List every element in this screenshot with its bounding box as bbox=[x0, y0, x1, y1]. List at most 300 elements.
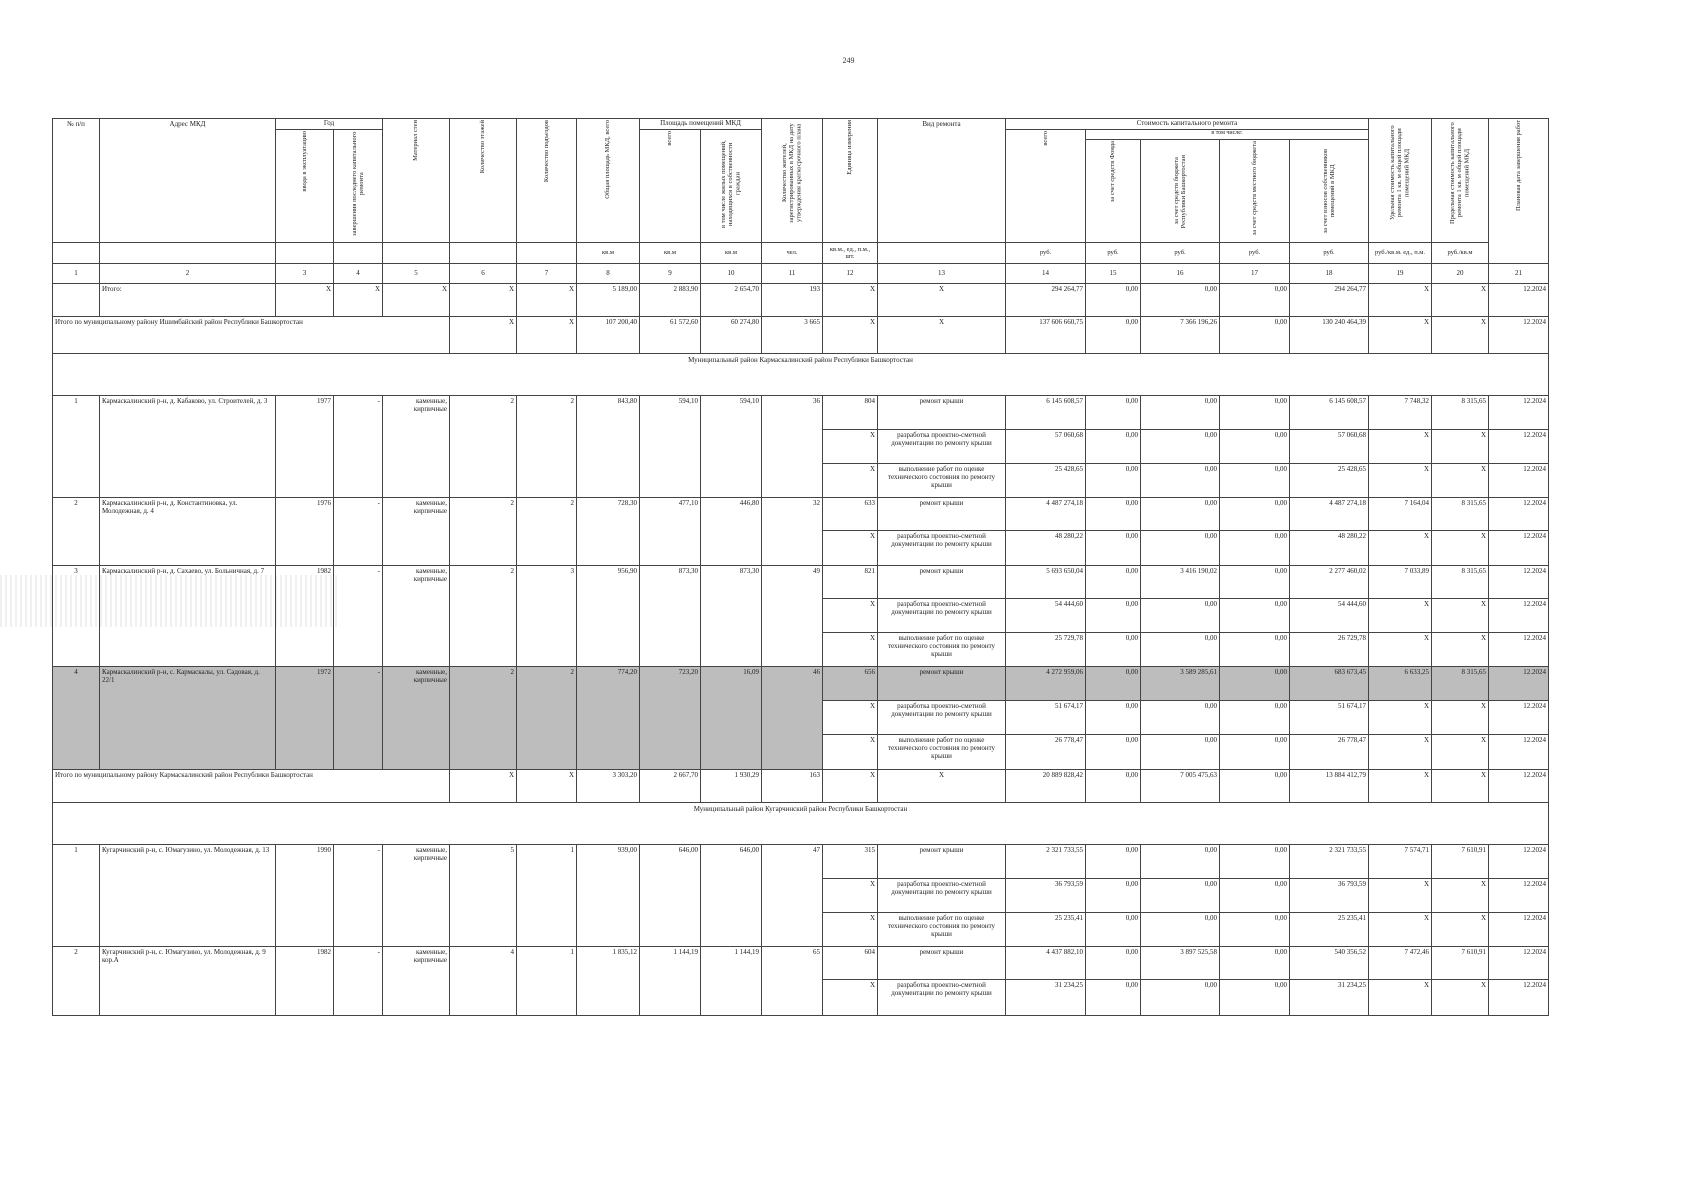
x-mark: X bbox=[823, 735, 878, 770]
x-mark: X bbox=[1369, 599, 1432, 633]
cost-c15: 0,00 bbox=[1086, 701, 1141, 735]
x-mark: X bbox=[823, 531, 878, 566]
x-mark: X bbox=[450, 770, 517, 803]
cost-c16: 0,00 bbox=[1141, 464, 1220, 498]
total-area: 774,20 bbox=[577, 667, 640, 770]
unit-col17: руб. bbox=[1220, 243, 1290, 264]
entrances: 1 bbox=[517, 845, 577, 947]
unit-col19: руб./кв.м. ед., п.м. bbox=[1369, 243, 1432, 264]
building-address: Кугарчинский р-н, с. Юмагузино, ул. Молодежная, д. 13 bbox=[100, 845, 276, 947]
column-number: 7 bbox=[517, 264, 577, 284]
x-mark: X bbox=[1432, 913, 1489, 947]
planned-date: 12.2024 bbox=[1489, 464, 1549, 498]
unit-col18: руб. bbox=[1290, 243, 1369, 264]
repair-type: разработка проектно-сметной документации по ремонту крыши bbox=[878, 531, 1006, 566]
cost-c18: 25 235,41 bbox=[1290, 913, 1369, 947]
cost-c18: 36 793,59 bbox=[1290, 879, 1369, 913]
total-label: Итого: bbox=[100, 284, 276, 317]
cost-c16: 0,00 bbox=[1141, 396, 1220, 430]
hdr-local-budget: за счет средств местного бюджета bbox=[1220, 139, 1290, 242]
cost-c18: 26 729,78 bbox=[1290, 633, 1369, 667]
wall-material: каменные, кирпичные bbox=[383, 566, 450, 667]
cost-c15: 0,00 bbox=[1086, 879, 1141, 913]
floors: 2 bbox=[450, 396, 517, 498]
x-mark: X bbox=[1369, 735, 1432, 770]
unit-col16: руб. bbox=[1141, 243, 1220, 264]
table-row bbox=[53, 317, 1549, 354]
repair-type: ремонт крыши bbox=[878, 396, 1006, 430]
x-mark: X bbox=[1432, 284, 1489, 317]
planned-date: 12.2024 bbox=[1489, 947, 1549, 980]
x-mark: X bbox=[1432, 531, 1489, 566]
table-cell bbox=[53, 284, 100, 317]
cost-c14: 51 674,17 bbox=[1006, 701, 1086, 735]
planned-date: 12.2024 bbox=[1489, 879, 1549, 913]
cost-c17: 0,00 bbox=[1220, 701, 1290, 735]
x-mark: X bbox=[1369, 879, 1432, 913]
cost-c16: 0,00 bbox=[1141, 430, 1220, 464]
x-mark: X bbox=[517, 770, 577, 803]
cost-c18: 48 280,22 bbox=[1290, 531, 1369, 566]
repair-type: разработка проектно-сметной документации по ремонту крыши bbox=[878, 980, 1006, 1016]
commission-year: 1982 bbox=[276, 566, 334, 667]
row-number: 3 bbox=[53, 566, 100, 667]
hdr-last-repair-year: завершения последнего капитального ремонта bbox=[334, 130, 383, 243]
building-address: Кармаскалинский р-н, д. Сахаево, ул. Больничная, д. 7 bbox=[100, 566, 276, 667]
row-number: 1 bbox=[53, 396, 100, 498]
hdr-premises-area: Площадь помещений МКД bbox=[640, 119, 762, 130]
value-c18: 294 264,77 bbox=[1290, 284, 1369, 317]
cost-c14: 26 778,47 bbox=[1006, 735, 1086, 770]
table-row bbox=[53, 284, 1549, 317]
section-title: Муниципальный район Кугарчинский район Республики Башкортостан bbox=[53, 803, 1549, 845]
wall-material: каменные, кирпичные bbox=[383, 498, 450, 566]
cost-c17: 0,00 bbox=[1220, 879, 1290, 913]
repair-type: разработка проектно-сметной документации по ремонту крыши bbox=[878, 599, 1006, 633]
max-cost: 7 610,91 bbox=[1432, 947, 1489, 980]
value-c14: 20 889 828,42 bbox=[1006, 770, 1086, 803]
unit-cost: 6 633,25 bbox=[1369, 667, 1432, 701]
cost-c17: 0,00 bbox=[1220, 430, 1290, 464]
x-mark: X bbox=[823, 633, 878, 667]
residents: 32 bbox=[762, 498, 823, 566]
entrances: 2 bbox=[517, 498, 577, 566]
building-address: Кармаскалинский р-н, с. Кармаскалы, ул. Садовая, д. 22/1 bbox=[100, 667, 276, 770]
cost-c16: 3 416 190,02 bbox=[1141, 566, 1220, 599]
value-c8: 5 189,00 bbox=[577, 284, 640, 317]
cost-c17: 0,00 bbox=[1220, 735, 1290, 770]
owned-area: 646,00 bbox=[701, 845, 762, 947]
cost-c14: 25 235,41 bbox=[1006, 913, 1086, 947]
building-address: Кармаскалинский р-н, д. Кабаково, ул. Строителей, д. 3 bbox=[100, 396, 276, 498]
total-area: 728,30 bbox=[577, 498, 640, 566]
cost-c18: 57 060,68 bbox=[1290, 430, 1369, 464]
cost-c17: 0,00 bbox=[1220, 633, 1290, 667]
hdr-unit: Единица измерения bbox=[823, 119, 878, 243]
wall-material: каменные, кирпичные bbox=[383, 845, 450, 947]
cost-c18: 2 321 733,55 bbox=[1290, 845, 1369, 879]
value-c16: 7 005 475,63 bbox=[1141, 770, 1220, 803]
x-mark: X bbox=[1432, 980, 1489, 1016]
x-mark: X bbox=[450, 284, 517, 317]
x-mark: X bbox=[823, 284, 878, 317]
unit-col15: руб. bbox=[1086, 243, 1141, 264]
x-mark: X bbox=[823, 430, 878, 464]
cost-c15: 0,00 bbox=[1086, 845, 1141, 879]
cost-c15: 0,00 bbox=[1086, 947, 1141, 980]
residents: 36 bbox=[762, 396, 823, 498]
x-mark: X bbox=[1432, 770, 1489, 803]
planned-date: 12.2024 bbox=[1489, 980, 1549, 1016]
entrances: 3 bbox=[517, 566, 577, 667]
value-c15: 0,00 bbox=[1086, 284, 1141, 317]
cost-c15: 0,00 bbox=[1086, 980, 1141, 1016]
value-c10: 60 274,80 bbox=[701, 317, 762, 354]
column-number: 21 bbox=[1489, 264, 1549, 284]
residents: 47 bbox=[762, 845, 823, 947]
wall-material: каменные, кирпичные bbox=[383, 947, 450, 1016]
max-cost: 8 315,65 bbox=[1432, 667, 1489, 701]
x-mark: X bbox=[1432, 464, 1489, 498]
cost-c17: 0,00 bbox=[1220, 531, 1290, 566]
building-address: Кугарчинский р-н, с. Юмагузино, ул. Молодежная, д. 9 кор.А bbox=[100, 947, 276, 1016]
x-mark: X bbox=[823, 317, 878, 354]
planned-date: 12.2024 bbox=[1489, 396, 1549, 430]
unit-cost: 7 033,89 bbox=[1369, 566, 1432, 599]
cost-c14: 25 729,78 bbox=[1006, 633, 1086, 667]
table-row bbox=[53, 770, 1549, 803]
unit-cost: 7 164,04 bbox=[1369, 498, 1432, 531]
last-repair: - bbox=[334, 566, 383, 667]
building-address: Кармаскалинский р-н, д. Константиновка, ул. Молодежная, д. 4 bbox=[100, 498, 276, 566]
cost-c15: 0,00 bbox=[1086, 396, 1141, 430]
repair-type: ремонт крыши bbox=[878, 498, 1006, 531]
value-c10: 1 930,29 bbox=[701, 770, 762, 803]
column-number: 8 bbox=[577, 264, 640, 284]
repair-type: ремонт крыши bbox=[878, 667, 1006, 701]
premises-area: 594,10 bbox=[640, 396, 701, 498]
x-mark: X bbox=[1369, 464, 1432, 498]
cost-c16: 0,00 bbox=[1141, 531, 1220, 566]
repair-type: ремонт крыши bbox=[878, 566, 1006, 599]
column-number: 13 bbox=[878, 264, 1006, 284]
planned-date: 12.2024 bbox=[1489, 735, 1549, 770]
column-number: 3 bbox=[276, 264, 334, 284]
cost-c18: 31 234,25 bbox=[1290, 980, 1369, 1016]
hdr-floors: Количество этажей bbox=[450, 119, 517, 243]
x-mark: X bbox=[517, 317, 577, 354]
column-number: 11 bbox=[762, 264, 823, 284]
max-cost: 8 315,65 bbox=[1432, 566, 1489, 599]
x-mark: X bbox=[1432, 735, 1489, 770]
owned-area: 446,80 bbox=[701, 498, 762, 566]
x-mark: X bbox=[1369, 913, 1432, 947]
x-mark: X bbox=[450, 317, 517, 354]
floors: 2 bbox=[450, 566, 517, 667]
owned-area: 594,10 bbox=[701, 396, 762, 498]
value-c11: 3 665 bbox=[762, 317, 823, 354]
cost-c18: 6 145 608,57 bbox=[1290, 396, 1369, 430]
owned-area: 16,09 bbox=[701, 667, 762, 770]
repair-type: выполнение работ по оценке технического состояния по ремонту крыши bbox=[878, 913, 1006, 947]
planned-date: 12.2024 bbox=[1489, 284, 1549, 317]
commission-year: 1982 bbox=[276, 947, 334, 1016]
value-c17: 0,00 bbox=[1220, 317, 1290, 354]
value-c11: 163 bbox=[762, 770, 823, 803]
column-number: 17 bbox=[1220, 264, 1290, 284]
table-row bbox=[53, 498, 1549, 531]
unit-col10: кв.м bbox=[701, 243, 762, 264]
cost-c14: 25 428,65 bbox=[1006, 464, 1086, 498]
cost-c16: 0,00 bbox=[1141, 735, 1220, 770]
cost-c18: 2 277 460,02 bbox=[1290, 566, 1369, 599]
value-c18: 13 884 412,79 bbox=[1290, 770, 1369, 803]
cost-c17: 0,00 bbox=[1220, 396, 1290, 430]
x-mark: X bbox=[823, 913, 878, 947]
cost-c15: 0,00 bbox=[1086, 599, 1141, 633]
hdr-repair-cost: Стоимость капитального ремонта bbox=[1006, 119, 1369, 130]
planned-date: 12.2024 bbox=[1489, 566, 1549, 599]
x-mark: X bbox=[823, 701, 878, 735]
planned-date: 12.2024 bbox=[1489, 317, 1549, 354]
max-cost: 7 610,91 bbox=[1432, 845, 1489, 879]
floors: 2 bbox=[450, 667, 517, 770]
wall-material: каменные, кирпичные bbox=[383, 396, 450, 498]
value-c17: 0,00 bbox=[1220, 284, 1290, 317]
row-number: 4 bbox=[53, 667, 100, 770]
cost-c17: 0,00 bbox=[1220, 913, 1290, 947]
cost-c18: 683 673,45 bbox=[1290, 667, 1369, 701]
x-mark: X bbox=[878, 770, 1006, 803]
value-c15: 0,00 bbox=[1086, 770, 1141, 803]
cost-c15: 0,00 bbox=[1086, 633, 1141, 667]
hdr-planned-date: Плановая дата завершения работ bbox=[1489, 119, 1549, 264]
unit-col8: кв.м bbox=[577, 243, 640, 264]
unit-col9: кв.м bbox=[640, 243, 701, 264]
capital-repair-plan-table bbox=[52, 118, 1549, 1016]
total-area: 939,00 bbox=[577, 845, 640, 947]
commission-year: 1990 bbox=[276, 845, 334, 947]
commission-year: 1976 bbox=[276, 498, 334, 566]
repair-type: ремонт крыши bbox=[878, 845, 1006, 879]
cost-c17: 0,00 bbox=[1220, 947, 1290, 980]
x-mark: X bbox=[1369, 980, 1432, 1016]
unit-col12: кв.м., ед., п.м., шт. bbox=[823, 243, 878, 264]
value-c16: 7 366 196,26 bbox=[1141, 317, 1220, 354]
last-repair: - bbox=[334, 498, 383, 566]
floors: 2 bbox=[450, 498, 517, 566]
cost-c17: 0,00 bbox=[1220, 667, 1290, 701]
floors: 5 bbox=[450, 845, 517, 947]
row-number: 2 bbox=[53, 947, 100, 1016]
x-mark: X bbox=[1432, 430, 1489, 464]
table-row bbox=[53, 566, 1549, 599]
premises-area: 1 144,19 bbox=[640, 947, 701, 1016]
planned-date: 12.2024 bbox=[1489, 633, 1549, 667]
hdr-area-total: всего bbox=[640, 130, 701, 243]
value-c17: 0,00 bbox=[1220, 770, 1290, 803]
repair-type: выполнение работ по оценке технического состояния по ремонту крыши bbox=[878, 735, 1006, 770]
cost-c17: 0,00 bbox=[1220, 599, 1290, 633]
residents: 46 bbox=[762, 667, 823, 770]
floors: 4 bbox=[450, 947, 517, 1016]
cost-c15: 0,00 bbox=[1086, 667, 1141, 701]
hdr-area-owned: в том числе жилых помещений, находящихся в собственности граждан bbox=[701, 130, 762, 243]
value-c8: 107 200,40 bbox=[577, 317, 640, 354]
district-total-label: Итого по муниципальному району Кармаскалинский район Республики Башкортостан bbox=[53, 770, 450, 803]
premises-area: 477,10 bbox=[640, 498, 701, 566]
entrances: 2 bbox=[517, 396, 577, 498]
cost-c15: 0,00 bbox=[1086, 566, 1141, 599]
planned-date: 12.2024 bbox=[1489, 667, 1549, 701]
cost-c14: 4 437 882,10 bbox=[1006, 947, 1086, 980]
value-c11: 193 bbox=[762, 284, 823, 317]
x-mark: X bbox=[823, 770, 878, 803]
x-mark: X bbox=[823, 879, 878, 913]
unit-value: 804 bbox=[823, 396, 878, 430]
cost-c14: 31 234,25 bbox=[1006, 980, 1086, 1016]
column-number: 19 bbox=[1369, 264, 1432, 284]
planned-date: 12.2024 bbox=[1489, 498, 1549, 531]
column-number: 15 bbox=[1086, 264, 1141, 284]
commission-year: 1977 bbox=[276, 396, 334, 498]
hdr-owners: за счет взносов собственников помещений в МКД bbox=[1290, 139, 1369, 242]
x-mark: X bbox=[878, 284, 1006, 317]
column-number: 4 bbox=[334, 264, 383, 284]
hdr-entrances: Количество подъездов bbox=[517, 119, 577, 243]
x-mark: X bbox=[1369, 284, 1432, 317]
cost-c17: 0,00 bbox=[1220, 566, 1290, 599]
cost-c15: 0,00 bbox=[1086, 464, 1141, 498]
cost-c16: 0,00 bbox=[1141, 701, 1220, 735]
planned-date: 12.2024 bbox=[1489, 770, 1549, 803]
last-repair: - bbox=[334, 396, 383, 498]
cost-c18: 4 487 274,18 bbox=[1290, 498, 1369, 531]
hdr-total-area: Общая площадь МКД, всего bbox=[577, 119, 640, 243]
last-repair: - bbox=[334, 947, 383, 1016]
cost-c16: 0,00 bbox=[1141, 980, 1220, 1016]
section-title: Муниципальный район Кармаскалинский район Республики Башкортостан bbox=[53, 354, 1549, 396]
column-number: 10 bbox=[701, 264, 762, 284]
cost-c18: 26 778,47 bbox=[1290, 735, 1369, 770]
cost-c16: 0,00 bbox=[1141, 845, 1220, 879]
owned-area: 1 144,19 bbox=[701, 947, 762, 1016]
cost-c15: 0,00 bbox=[1086, 498, 1141, 531]
cost-c16: 3 897 525,58 bbox=[1141, 947, 1220, 980]
hdr-cost-total: всего bbox=[1006, 130, 1086, 243]
cost-c16: 0,00 bbox=[1141, 879, 1220, 913]
hdr-num: № п/п bbox=[53, 119, 100, 243]
column-number: 2 bbox=[100, 264, 276, 284]
x-mark: X bbox=[1369, 701, 1432, 735]
unit-col14: руб. bbox=[1006, 243, 1086, 264]
cost-c14: 57 060,68 bbox=[1006, 430, 1086, 464]
page-number: 249 bbox=[842, 56, 855, 65]
hdr-fund: за счет средств Фонда bbox=[1086, 139, 1141, 242]
residents: 49 bbox=[762, 566, 823, 667]
x-mark: X bbox=[383, 284, 450, 317]
x-mark: X bbox=[1432, 633, 1489, 667]
unit-cost: 7 472,46 bbox=[1369, 947, 1432, 980]
cost-c18: 25 428,65 bbox=[1290, 464, 1369, 498]
unit-value: 656 bbox=[823, 667, 878, 701]
cost-c16: 0,00 bbox=[1141, 633, 1220, 667]
value-c8: 3 303,20 bbox=[577, 770, 640, 803]
value-c14: 294 264,77 bbox=[1006, 284, 1086, 317]
residents: 65 bbox=[762, 947, 823, 1016]
cost-c18: 54 444,60 bbox=[1290, 599, 1369, 633]
x-mark: X bbox=[1369, 633, 1432, 667]
x-mark: X bbox=[1369, 770, 1432, 803]
cost-c15: 0,00 bbox=[1086, 430, 1141, 464]
row-number: 1 bbox=[53, 845, 100, 947]
cost-c16: 0,00 bbox=[1141, 913, 1220, 947]
cost-c14: 54 444,60 bbox=[1006, 599, 1086, 633]
value-c14: 137 606 660,75 bbox=[1006, 317, 1086, 354]
cost-c15: 0,00 bbox=[1086, 913, 1141, 947]
cost-c17: 0,00 bbox=[1220, 980, 1290, 1016]
unit-cost: 7 748,32 bbox=[1369, 396, 1432, 430]
planned-date: 12.2024 bbox=[1489, 430, 1549, 464]
x-mark: X bbox=[878, 317, 1006, 354]
cost-c16: 3 589 285,61 bbox=[1141, 667, 1220, 701]
cost-c14: 48 280,22 bbox=[1006, 531, 1086, 566]
column-number: 16 bbox=[1141, 264, 1220, 284]
x-mark: X bbox=[1432, 701, 1489, 735]
x-mark: X bbox=[276, 284, 334, 317]
premises-area: 723,20 bbox=[640, 667, 701, 770]
repair-type: выполнение работ по оценке технического состояния по ремонту крыши bbox=[878, 633, 1006, 667]
value-c16: 0,00 bbox=[1141, 284, 1220, 317]
cost-c17: 0,00 bbox=[1220, 845, 1290, 879]
cost-c18: 51 674,17 bbox=[1290, 701, 1369, 735]
cost-c16: 0,00 bbox=[1141, 599, 1220, 633]
column-number: 12 bbox=[823, 264, 878, 284]
x-mark: X bbox=[823, 464, 878, 498]
hdr-max-cost: Предельная стоимость капитального ремонта 1 кв. м общей площади помещений МКД bbox=[1432, 119, 1489, 243]
last-repair: - bbox=[334, 667, 383, 770]
hdr-republic-budget: за счет средств бюджета Республики Башкортостан bbox=[1141, 139, 1220, 242]
repair-type: ремонт крыши bbox=[878, 947, 1006, 980]
x-mark: X bbox=[1432, 879, 1489, 913]
unit-value: 604 bbox=[823, 947, 878, 980]
x-mark: X bbox=[1369, 430, 1432, 464]
hdr-year: Год bbox=[276, 119, 383, 130]
row-number: 2 bbox=[53, 498, 100, 566]
entrances: 2 bbox=[517, 667, 577, 770]
cost-c16: 0,00 bbox=[1141, 498, 1220, 531]
cost-c14: 5 693 650,04 bbox=[1006, 566, 1086, 599]
column-number: 14 bbox=[1006, 264, 1086, 284]
x-mark: X bbox=[1369, 317, 1432, 354]
x-mark: X bbox=[334, 284, 383, 317]
x-mark: X bbox=[1432, 317, 1489, 354]
total-area: 843,80 bbox=[577, 396, 640, 498]
planned-date: 12.2024 bbox=[1489, 913, 1549, 947]
value-c18: 130 240 464,39 bbox=[1290, 317, 1369, 354]
hdr-material: Материал стен bbox=[383, 119, 450, 243]
cost-c14: 2 321 733,55 bbox=[1006, 845, 1086, 879]
cost-c15: 0,00 bbox=[1086, 735, 1141, 770]
x-mark: X bbox=[823, 980, 878, 1016]
table-row bbox=[53, 667, 1549, 701]
cost-c14: 36 793,59 bbox=[1006, 879, 1086, 913]
table-row bbox=[53, 803, 1549, 845]
entrances: 1 bbox=[517, 947, 577, 1016]
total-area: 956,90 bbox=[577, 566, 640, 667]
value-c9: 2 883,90 bbox=[640, 284, 701, 317]
x-mark: X bbox=[1369, 531, 1432, 566]
